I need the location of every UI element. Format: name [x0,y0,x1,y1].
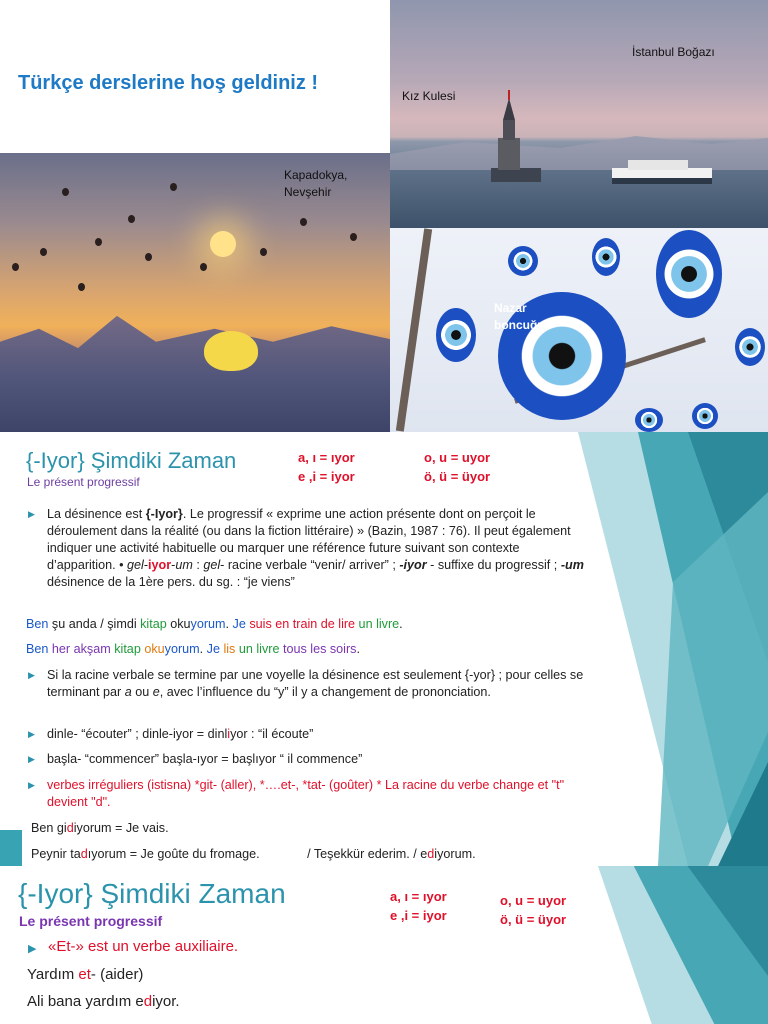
text-span: lis [219,642,236,656]
rule-a: a, ı = ıyor [390,889,447,904]
text-span: un livre [355,617,400,631]
text-span: un livre [235,642,280,656]
text-span: Ali bana yardım [27,993,136,1010]
slide-subtitle: Le présent progressif [27,475,140,489]
text-span: Ben [26,642,49,656]
istanbul-bogazi-label: İstanbul Boğazı [632,45,715,59]
photo-collage [0,0,768,432]
nazar-label-line2: boncuğu [494,318,545,332]
yellow-balloon-shape [204,331,258,371]
valley-shape [0,303,390,432]
text-span: : [192,558,204,572]
slide-1 [0,432,768,866]
text-span: / Teşekkür ederim. / e [307,847,428,861]
example-yardim [27,966,143,983]
sun-shape [210,231,236,257]
text-span: et [78,966,91,983]
text-span: d [80,847,88,861]
paragraph-desinence [47,506,587,591]
balloon-dot [350,233,357,241]
kapadokya-photo [0,153,390,432]
ferry-shape [602,150,722,190]
text-span: - (aider) [90,966,144,983]
example-gidiyorum [31,820,169,837]
irregular-verbs-note: verbes irréguliers (istisna) *git- (aller), *….et-, *tat- (goûter) * La racine du verbe change et "t" devient "d". [47,778,565,809]
rule-oe: ö, ü = üyor [500,912,567,927]
nazar-photo [390,228,768,432]
slide-decoration [598,866,768,1024]
text-span: Yardım [27,966,79,983]
rule-a: a, ı = ıyor [298,450,355,465]
text-span: şu anda / şimdi [48,617,141,631]
balloon-dot [145,253,152,261]
slide-decoration [578,432,768,866]
text-span: Je [206,642,220,656]
text-span: -um [560,558,584,572]
text-span: kitap [110,642,141,656]
text-span: tous les soirs [279,642,357,656]
et-auxiliary-note: «Et-» est un verbe auxiliaire. [48,938,239,955]
istanbul-photo [390,0,768,228]
text-span: Peynir ta [31,847,81,861]
balloon-dot [12,263,19,271]
nazar-label-line1: Nazar [494,301,527,315]
text-span: Ben [26,617,49,631]
text-span: ıyorum = Je goûte du fromage. [87,847,260,861]
rule-oe: ö, ü = üyor [424,469,491,484]
text-span: - [143,558,149,572]
text-span: - racine verbale “venir/ arriver” ; [220,558,400,572]
balloon-dot [40,248,47,256]
kapadokya-label-line1: Kapadokya, [284,168,348,182]
bullet-icon: ▶ [28,509,35,519]
text-span: . Le progressif « exprime une action présente dont on perçoit le déroulement dans la réalité (ou dans la fiction littéraire) » (Bazin, 1987 : 76). Il peut également indiquer une activité habituelle ou marquer une référence future suivant son contexte d’apparition. • [47,507,571,572]
bullet-icon: ▶ [28,780,35,790]
text-span: Si la racine verbale se termine par une voyelle la désinence est seulement {-yor} ; pour celles se terminant par [47,668,584,699]
balloon-dot [200,263,207,271]
paragraph-voyelle [47,667,587,701]
text-span: yor : “il écoute” [230,727,314,741]
text-span: - [171,558,176,572]
text-span: e [152,685,160,699]
slide-2 [0,866,768,1024]
example-line-2 [26,641,360,658]
text-span: . [356,642,360,656]
text-span: {-Iyor} [145,507,183,521]
slide-subtitle: Le présent progressif [19,913,163,929]
bullet-icon: ▶ [28,943,37,955]
text-span: ou [131,685,153,699]
text-span: gel [203,558,221,572]
text-span: iyorum. [434,847,476,861]
balloon-dot [95,238,102,246]
text-span: yorum [190,617,226,631]
text-span: d [427,847,435,861]
slide-left-bar [0,830,22,866]
example-basla: başla- “commencer” başla-ıyor = başlıyor “ il commence” [47,752,363,766]
text-span: iyorum = Je vais. [73,821,169,835]
text-span: e [135,993,144,1010]
text-span: . [225,617,233,631]
rule-o: o, u = uyor [424,450,491,465]
example-peynir [31,846,476,863]
balloon-dot [260,248,267,256]
nazar-eye [635,408,663,432]
text-span: . [399,617,403,631]
text-span: -iyor [399,558,427,572]
nazar-eye [656,230,722,318]
text-span: iyor. [152,993,180,1010]
slide-title: {-Iyor} Şimdiki Zaman [18,878,286,909]
example-dinle [47,726,587,743]
text-span: i [227,727,231,741]
nazar-label [494,300,545,334]
nazar-eye [735,328,765,366]
bullet-icon: ▶ [28,670,35,680]
rule-o: o, u = uyor [500,893,567,908]
balloon-dot [62,188,69,196]
balloon-dot [170,183,177,191]
bullet-icon: ▶ [28,754,35,764]
rule-e: e ,i = iyor [390,908,447,923]
nazar-eye [508,246,538,276]
text-span: . [199,642,207,656]
text-span: gel [127,558,144,572]
text-span: suis en train de lire [245,617,356,631]
kapadokya-label [284,167,347,201]
text-span: d [143,993,153,1010]
maiden-tower-shape [476,90,546,190]
text-span: yorum [164,642,200,656]
text-span: d [66,821,74,835]
kiz-kulesi-label: Kız Kulesi [402,89,456,103]
text-span: kitap [140,617,167,631]
branch-shape [396,228,432,431]
balloon-dot [300,218,307,226]
nazar-eye [692,403,718,429]
text-span: um [175,558,193,572]
example-line-1 [26,616,403,633]
text-span: her akşam [48,642,111,656]
text-span: désinence de la 1ère pers. du sg. : “je viens” [47,575,295,589]
example-ali [27,993,180,1010]
text-span: Je [232,617,246,631]
text-span: - suffixe du progressif ; [426,558,561,572]
slide-title: {-Iyor} Şimdiki Zaman [26,448,237,473]
text-span: Ben gi [31,821,67,835]
balloon-dot [128,215,135,223]
bullet-icon: ▶ [28,729,35,739]
text-span: , avec l’influence du “y” il y a changement de prononciation. [159,685,491,699]
nazar-eye [592,238,620,276]
kapadokya-label-line2: Nevşehir [284,185,332,199]
nazar-eye [436,308,476,362]
welcome-title: Türkçe derslerine hoş geldiniz ! [18,72,319,94]
text-span: oku [140,642,165,656]
balloon-dot [78,283,85,291]
rule-e: e ,i = iyor [298,469,355,484]
text-span: a [124,685,132,699]
text-span: La désinence est [47,507,146,521]
text-span: iyor [148,558,172,572]
text-span: oku [166,617,191,631]
text-span: dinle- “écouter” ; dinle-iyor = dinl [47,727,228,741]
